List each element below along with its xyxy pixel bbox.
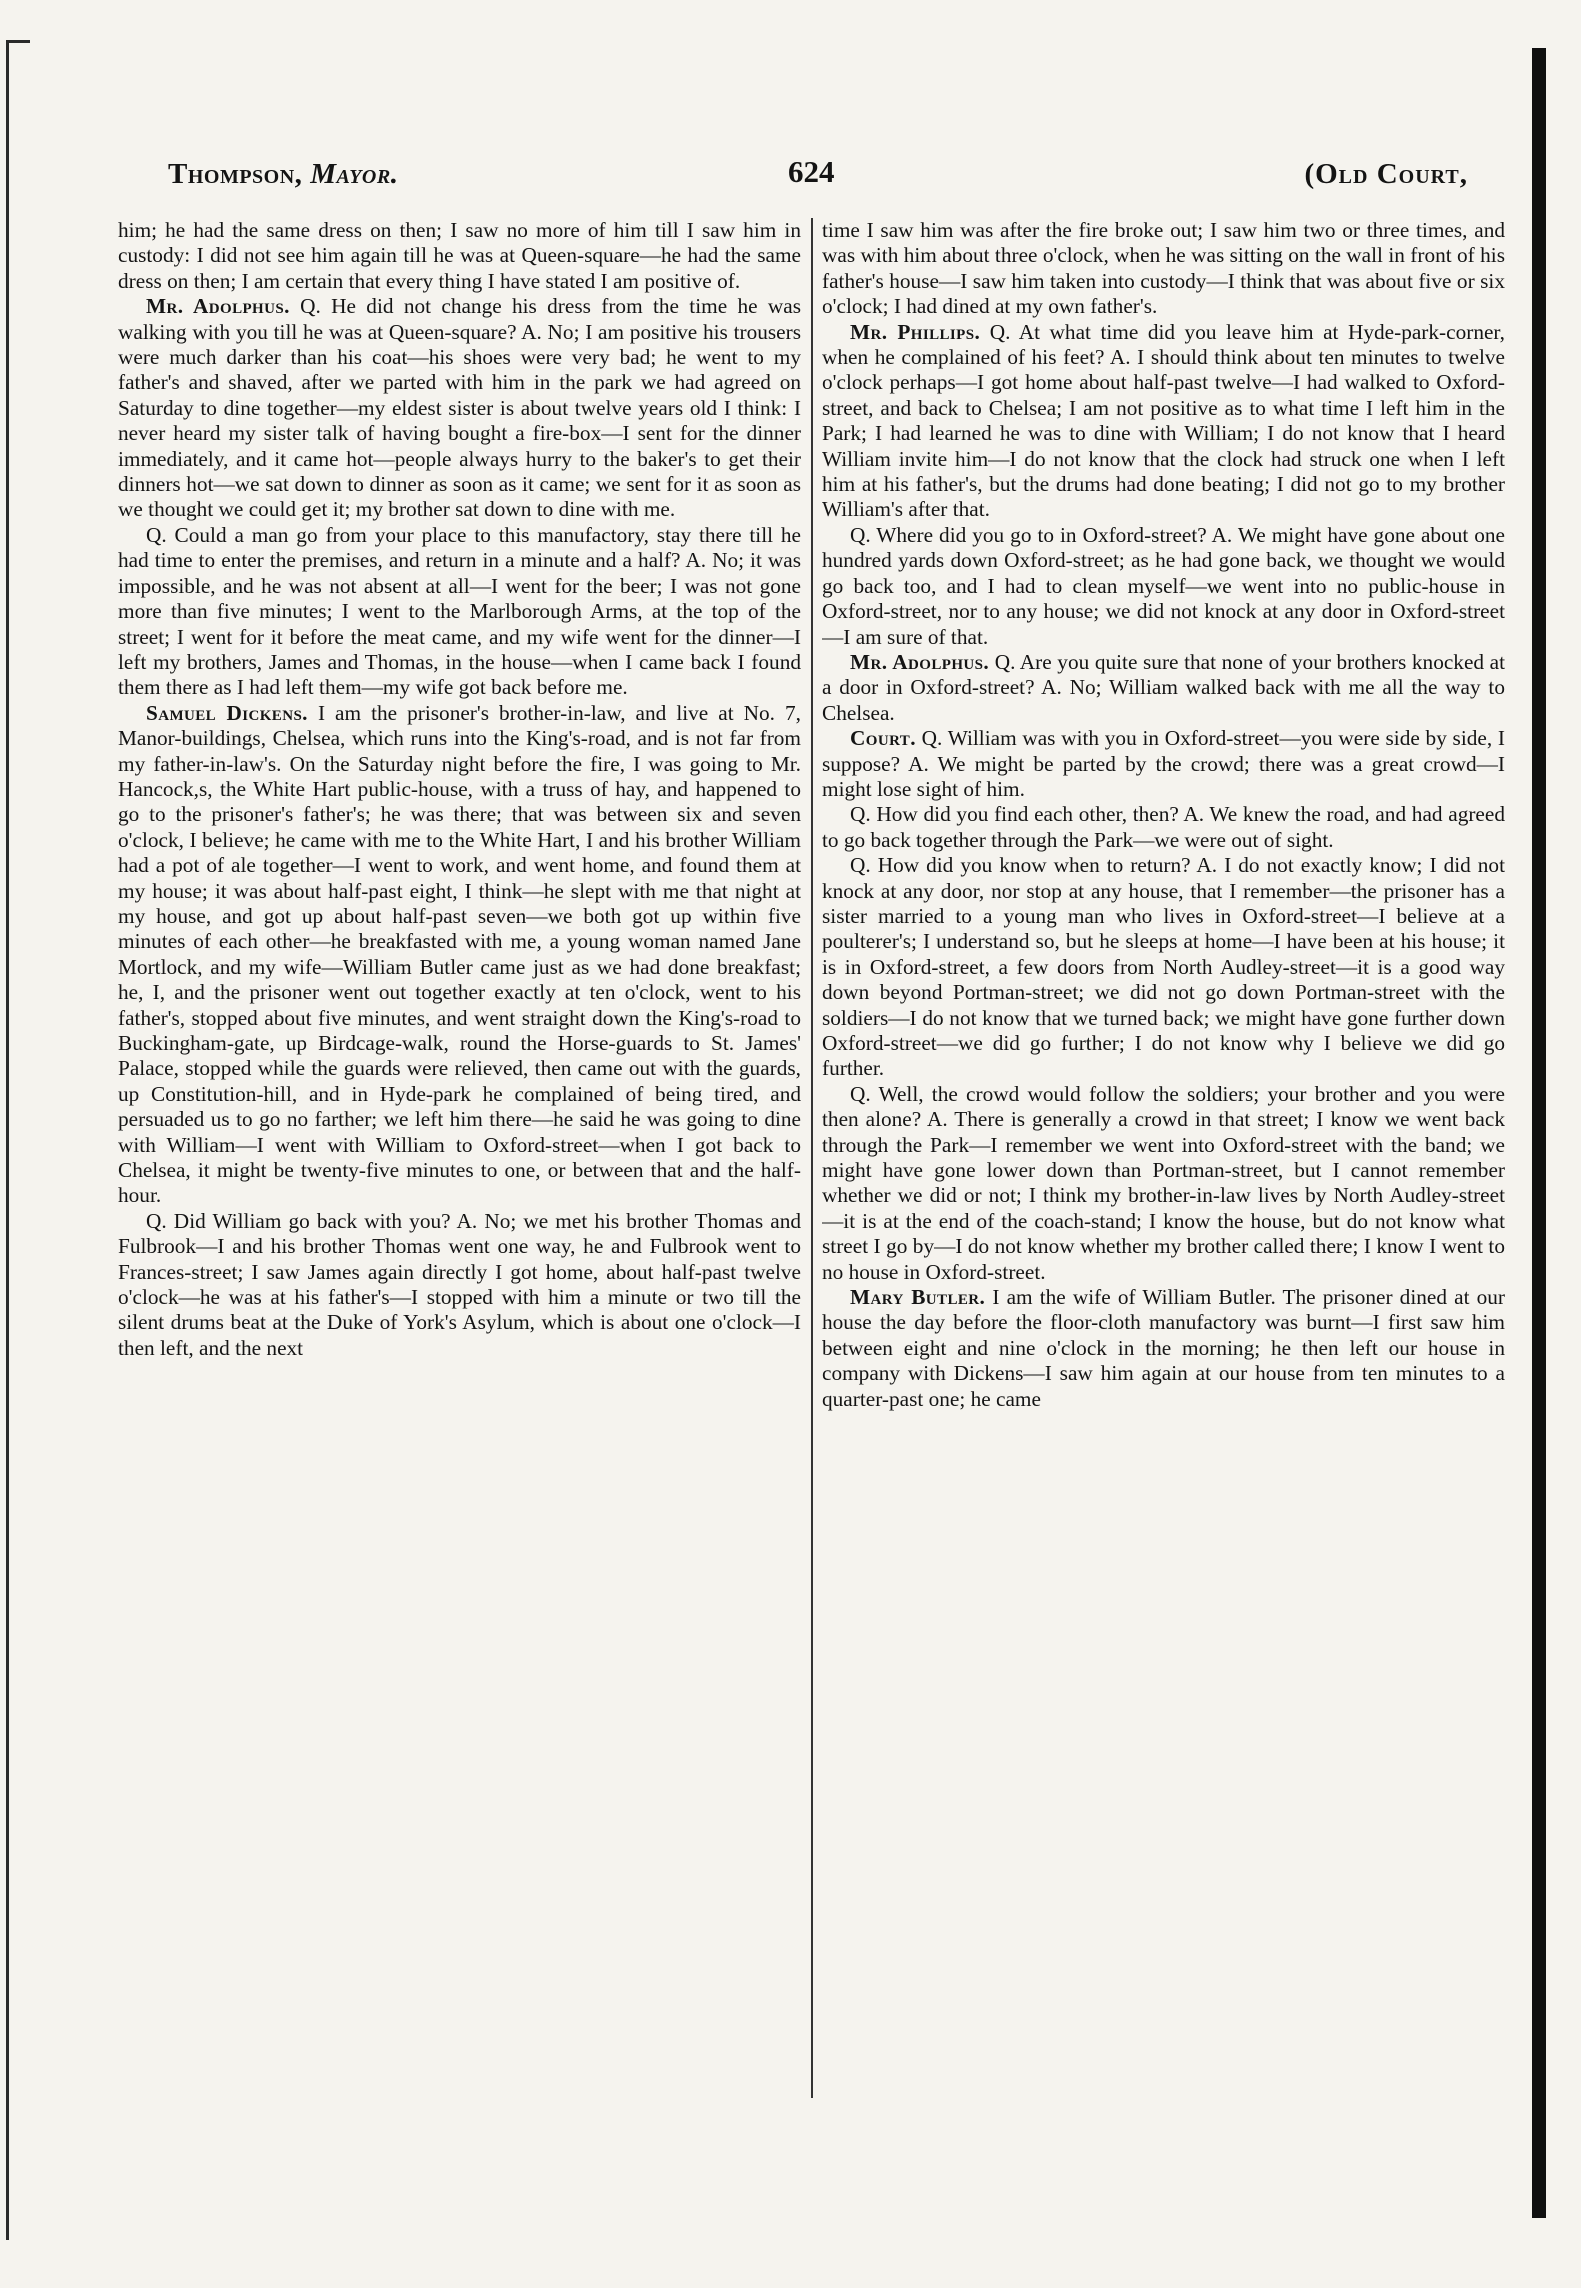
paragraph-text: Q. Could a man go from your place to this manufactory, stay there till he had time to enter the premises, and return in a minute and a half? A. No; it was impossible, and he was not absent at all—I went for the beer; I was not gone more than five minutes; I went to the Marlborough Arms, at the top of the street; I went for it before the meat came, and my wife went for the dinner—I left my brothers, James and Thomas, in the house—when I came back I found them there as I had left them—my wife got back before me. xyxy=(118,522,801,700)
page-number: 624 xyxy=(788,154,835,189)
speaker-name: Mr. Adolphus. xyxy=(850,649,990,674)
column-divider xyxy=(811,218,813,2098)
paragraph xyxy=(822,1285,1505,1412)
running-head-right: (Old Court, xyxy=(1304,158,1468,190)
paragraph-text: Q. William was with you in Oxford-street—you were side by side, I suppose? A. We might be parted by the crowd; there was a great crowd—I might lose sight of him. xyxy=(822,726,1505,801)
binding-mark xyxy=(6,40,30,43)
paragraph xyxy=(822,650,1505,726)
paragraph xyxy=(118,294,801,523)
paragraph-text: time I saw him was after the fire broke out; I saw him two or three times, and was with him about three o'clock, when he was sitting on the wall in front of his father's house—I saw him taken into custody—I think that was about five or six o'clock; I had dined at my own father's. xyxy=(822,218,1505,319)
paragraph-text: him; he had the same dress on then; I saw no more of him till I saw him in custody: I did not see him again till he was at Queen-square—he had the same dress on then; I am certain that every thing I have stated I am positive of. xyxy=(118,218,801,293)
speaker-name: Court. xyxy=(850,726,916,751)
paragraph xyxy=(118,218,801,294)
speaker-name: Mr. Adolphus. xyxy=(146,294,290,319)
paragraph xyxy=(822,1082,1505,1285)
paragraph-text: Q. Well, the crowd would follow the soldiers; your brother and you were then alone? A. There is generally a crowd in that street; I know we went back through the Park—I remember we went into Oxford-street with the band; we might have gone lower down than Portman-street, but I cannot remember whether we did or not; I think my brother-in-law lives by North Audley-street—it is at the end of the coach-stand; I know the house, but do not know what street I go by—I do not know whether my brother called there; I know I went to no house in Oxford-street. xyxy=(822,1081,1505,1284)
paragraph-text: I am the wife of William Butler. The prisoner dined at our house the day before the floor-cloth manufactory was burnt—I first saw him between eight and nine o'clock in the morning; he then left our house in company with Dickens—I saw him again at our house from ten minutes to a quarter-past one; he came xyxy=(822,1285,1505,1411)
paragraph xyxy=(822,726,1505,802)
paragraph-text: Q. How did you know when to return? A. I do not exactly know; I did not knock at any door, nor stop at any house, that I remember—the prisoner has a sister married to a young man who lives in Oxford-street—I believe at a poulterer's; I understand so, but he sleeps at home—I have been at his house; it is in Oxford-street, a few doors from North Audley-street—it is a good way down beyond Portman-street; we did not go down Portman-street with the soldiers—I do not know that we turned back; we might have gone further down Oxford-street—we did go further; I do not know why I believe we did go further. xyxy=(822,853,1505,1081)
left-text-column xyxy=(118,218,801,2193)
paragraph-text: Q. At what time did you leave him at Hyde-park-corner, when he complained of his feet? A. I should think about ten minutes to twelve o'clock perhaps—I got home about half-past twelve—I had walked to Oxford-street, and back to Chelsea; I am not positive as to what time I left him in the Park; I had learned he was to dine with William; I do not know that I heard William invite him—I do not know that the clock had struck one when I left him at his father's, but the drums had done beating; I did not go to my brother William's after that. xyxy=(822,319,1505,522)
paragraph xyxy=(822,320,1505,523)
paragraph xyxy=(822,853,1505,1082)
speaker-name: Mary Butler. xyxy=(850,1285,986,1310)
paragraph xyxy=(822,218,1505,320)
paragraph-text: Q. He did not change his dress from the time he was walking with you till he was at Queen-square? A. No; I am positive his trousers were much darker than his coat—his shoes were very bad; he went to my father's and shaved, after we parted with him in the park we had agreed on Saturday to dine together—my eldest sister is about twelve years old I think: I never heard my sister talk of having bought a fire-box—I sent for the dinner immediately, and it came hot—people always hurry to the baker's to get their dinners hot—we sat down to dinner as soon as it came; we sent for it as soon as we thought we could get it; my brother sat down to dine with me. xyxy=(118,294,801,522)
running-head-left: Thompson, Mayor. xyxy=(168,158,399,190)
paragraph-text: Q. Did William go back with you? A. No; we met his brother Thomas and Fulbrook—I and his brother Thomas went one way, he and Fulbrook went to Frances-street; I saw James again directly I got home, about half-past twelve o'clock—he was at his father's—I stopped with him a minute or two till the silent drums beat at the Duke of York's Asylum, which is about one o'clock—I then left, and the next xyxy=(118,1208,801,1360)
speaker-name: Mr. Phillips. xyxy=(850,319,981,344)
paragraph xyxy=(118,523,801,701)
paragraph xyxy=(822,802,1505,853)
right-text-column xyxy=(822,218,1505,2193)
paragraph-text: I am the prisoner's brother-in-law, and live at No. 7, Manor-buildings, Chelsea, which runs into the King's-road, and is not far from my father-in-law's. On the Saturday night before the fire, I was going to Mr. Hancock,s, the White Hart public-house, with a truss of hay, and happened to go to the prisoner's father's; he was there; that was between six and seven o'clock, I believe; he came with me to the White Hart, I and his brother William had a pot of ale together—I went to work, and went home, and found them at my house; it was about half-past eight, I think—he slept with me that night at my house, and got up about half-past seven—we both got up within five minutes of each other—he breakfasted with me, a young woman named Jane Mortlock, and my wife—William Butler came just as we had done breakfast; he, I, and the prisoner went out together exactly at ten o'clock, went to his father's, stopped about five minutes, and went straight down the King's-road to Buckingham-gate, up Birdcage-walk, round the Horse-guards to St. James' Palace, stopped while the guards were relieved, then came out with the guards, up Constitution-hill, and in Hyde-park he complained of being tired, and persuaded us to go no farther; we left him there—he said he was going to dine with William—I went with William to Oxford-street—when I got back to Chelsea, it might be twenty-five minutes to one, or between that and the half-hour. xyxy=(118,700,801,1208)
paragraph xyxy=(118,1209,801,1361)
binding-edge xyxy=(6,40,9,2240)
paragraph xyxy=(822,523,1505,650)
running-head-left-italic: Mayor. xyxy=(310,158,399,190)
paragraph-text: Q. Are you quite sure that none of your brothers knocked at a door in Oxford-street? A. No; William walked back with me all the way to Chelsea. xyxy=(822,649,1505,725)
speaker-name: Samuel Dickens. xyxy=(146,700,308,725)
paragraph-text: Q. Where did you go to in Oxford-street? A. We might have gone about one hundred yards down Oxford-street; as he had gone back, we thought we would go back too, and I had to clean myself—we went into no public-house in Oxford-street, nor to any house; we did not knock at any door in Oxford-street—I am sure of that. xyxy=(822,522,1505,649)
running-header xyxy=(168,150,1468,200)
paragraph xyxy=(118,701,801,1209)
page-edge-bar xyxy=(1532,48,1546,2218)
paragraph-text: Q. How did you find each other, then? A. We knew the road, and had agreed to go back together through the Park—we were out of sight. xyxy=(822,802,1505,852)
